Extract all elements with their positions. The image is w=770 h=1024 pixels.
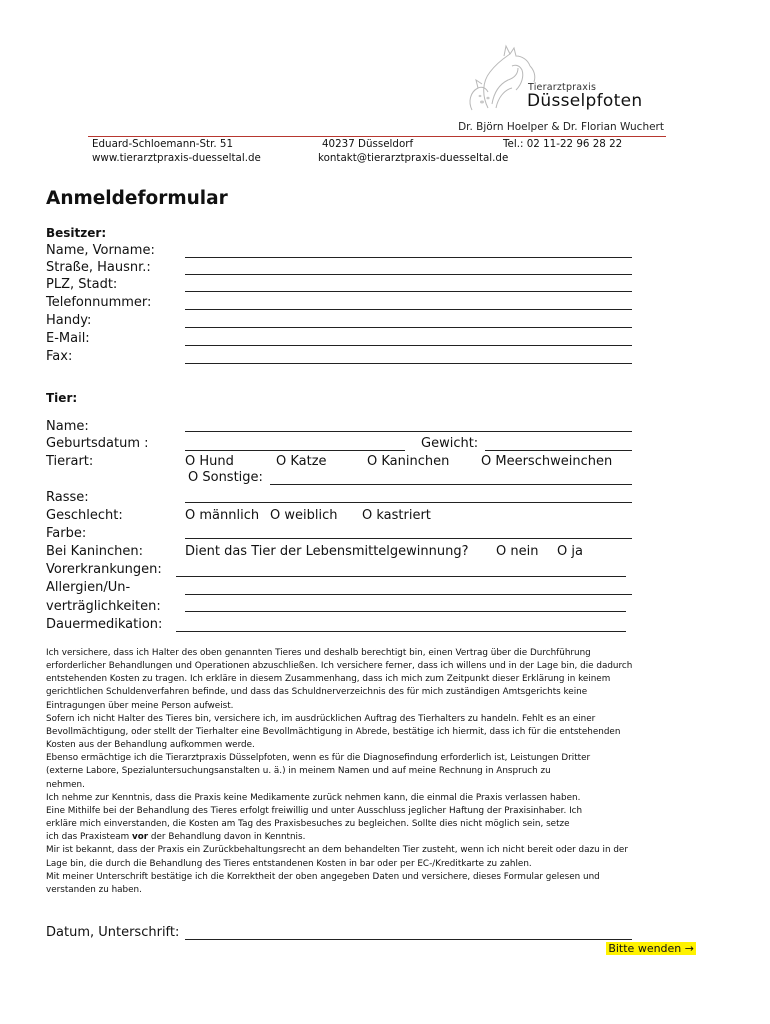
color-label: Farbe: (46, 526, 87, 541)
owner-phone-field[interactable] (185, 309, 632, 310)
legal-line: (externe Labore, Spezialuntersuchungsanstalten u. ä.) in meinem Namen und auf meine Rechnung in Anspruch zu (46, 766, 551, 777)
legal-line: Kosten aus der Behandlung aufkommen werde. (46, 740, 255, 751)
rabbit-label: Bei Kaninchen: (46, 544, 144, 559)
address-street: Eduard-Schloemann-Str. 51 (92, 138, 234, 150)
legal-line: entstehenden Kosten zu tragen. Ich erkläre in diesem Zusammenhang, dass ich mich zum Zeitpunkt dieser Erklärung in keinem (46, 674, 611, 685)
owner-fax-label: Fax: (46, 349, 73, 364)
signature-field[interactable] (185, 939, 632, 940)
owner-mobile-field[interactable] (185, 327, 632, 328)
prior-diseases-field[interactable] (176, 576, 626, 577)
address-email[interactable]: kontakt@tierarztpraxis-duesseltal.de (318, 152, 509, 164)
legal-line: gerichtlichen Schuldenverfahren befinde, und dass das Schuldnerverzeichnis des für mich zuständigen Amtsgerichts keine (46, 687, 588, 698)
birthdate-label: Geburtsdatum : (46, 436, 149, 451)
owner-email-label: E-Mail: (46, 331, 90, 346)
sex-option-male[interactable]: O männlich (185, 508, 260, 523)
legal-line: Sofern ich nicht Halter des Tieres bin, versichere ich, im ausdrücklichen Auftrag des Tierhalters zu handeln. Fehlt es an einer (46, 713, 596, 724)
legal-line: Ich versichere, dass ich Halter des oben genannten Tieres und deshalb berechtigt bin, einen Vertrag über die Durchführung (46, 648, 591, 658)
owner-mobile-label: Handy: (46, 313, 92, 328)
birthdate-field[interactable] (185, 450, 405, 451)
legal-line: Lage bin, die durch die Behandlung des Tieres entstandenen Kosten in bar oder per EC-/Kreditkarte zu zahlen. (46, 858, 532, 869)
legal-line: Bevollmächtigung, oder stellt der Tierhalter eine Bevollmächtigung in Abrede, bestätige ich hiermit, dass ich für die entstehenden (46, 726, 621, 737)
legal-line: Eintragungen über meine Person aufweist. (46, 700, 234, 711)
legal-line-end: der Behandlung davon in Kenntnis. (148, 832, 306, 843)
legal-bold-word: vor (132, 832, 149, 843)
species-option-rabbit[interactable]: O Kaninchen (367, 454, 450, 469)
species-option-cat[interactable]: O Katze (276, 454, 327, 469)
animal-heading: Tier: (46, 391, 78, 405)
owner-city-field[interactable] (185, 291, 632, 292)
owner-name-field[interactable] (185, 257, 632, 258)
sex-option-neutered[interactable]: O kastriert (362, 508, 431, 523)
weight-label: Gewicht: (421, 436, 479, 451)
legal-text (46, 647, 716, 897)
owner-phone-label: Telefonnummer: (46, 295, 152, 310)
species-label: Tierart: (46, 454, 94, 469)
intolerances-field[interactable] (185, 611, 626, 612)
sex-label: Geschlecht: (46, 508, 123, 523)
medication-field[interactable] (176, 631, 626, 632)
legal-line: Mit meiner Unterschrift bestätige ich die Korrektheit der oben angegeben Daten und versichere, dieses Formular gelesen und (46, 871, 600, 882)
animal-name-label: Name: (46, 419, 89, 434)
form-title: Anmeldeformular (46, 188, 228, 209)
logo-title: Düsselpfoten (527, 91, 643, 111)
prior-diseases-label: Vorerkrankungen: (46, 562, 162, 577)
legal-line: Eine Mithilfe bei der Behandlung des Tieres erfolgt freiwillig und unter Ausschluss jeglicher Haftung der Praxisinhaber. Ich (46, 805, 583, 816)
address-city: 40237 Düsseldorf (322, 138, 414, 150)
legal-line: erkläre mich einverstanden, die Kosten am Tag des Praxisbesuches zu begleichen. Sollte dies nicht möglich sein, setze (46, 819, 570, 830)
allergies-field[interactable] (185, 594, 632, 595)
turn-over-note: Bitte wenden → (608, 942, 694, 955)
breed-field[interactable] (185, 502, 632, 503)
legal-line: erforderlicher Behandlungen und Operationen abzuschließen. Ich versichere ferner, dass ich willens und in der Lage bin, die dadurch (46, 661, 633, 672)
rabbit-question: Dient das Tier der Lebensmittelgewinnung? (185, 544, 469, 559)
legal-line: Ebenso ermächtige ich die Tierarztpraxis Düsselpfoten, wenn es für die Diagnosefindung erforderlich ist, Leistungen Dritter (46, 753, 591, 764)
owner-city-label: PLZ, Stadt: (46, 277, 118, 292)
address-phone: Tel.: 02 11-22 96 28 22 (503, 138, 623, 150)
rabbit-option-no[interactable]: O nein (496, 544, 539, 559)
owner-street-label: Straße, Hausnr.: (46, 260, 151, 275)
species-other-field[interactable] (270, 484, 632, 485)
doctors-names: Dr. Björn Hoelper & Dr. Florian Wuchert (458, 121, 664, 133)
color-field[interactable] (185, 538, 632, 539)
address-website[interactable]: www.tierarztpraxis-duesseltal.de (92, 152, 261, 164)
weight-field[interactable] (485, 450, 632, 451)
owner-heading: Besitzer: (46, 226, 107, 240)
owner-email-field[interactable] (185, 345, 632, 346)
legal-line: nehmen. (46, 779, 85, 790)
owner-name-label: Name, Vorname: (46, 243, 155, 258)
animal-name-field[interactable] (185, 431, 632, 432)
species-option-other[interactable]: O Sonstige: (188, 470, 263, 485)
legal-line (46, 831, 716, 844)
signature-label: Datum, Unterschrift: (46, 925, 180, 940)
breed-label: Rasse: (46, 490, 89, 505)
species-option-dog[interactable]: O Hund (185, 454, 234, 469)
allergies-label-line1: Allergien/Un- (46, 580, 131, 595)
medication-label: Dauermedikation: (46, 617, 163, 632)
rabbit-option-yes[interactable]: O ja (557, 544, 583, 559)
legal-line: verstanden zu haben. (46, 884, 142, 895)
owner-fax-field[interactable] (185, 363, 632, 364)
header-divider (88, 136, 666, 137)
species-option-guinea-pig[interactable]: O Meerschweinchen (481, 454, 613, 469)
owner-street-field[interactable] (185, 274, 632, 275)
legal-line-start: ich das Praxisteam (46, 832, 133, 843)
legal-line: Mir ist bekannt, dass der Praxis ein Zurückbehaltungsrecht an dem behandelten Tier zusteht, wenn ich nicht bereit oder dazu in der (46, 845, 628, 856)
sex-option-female[interactable]: O weiblich (270, 508, 338, 523)
logo-subtitle: Tierarztpraxis (528, 82, 597, 93)
legal-line: Ich nehme zur Kenntnis, dass die Praxis keine Medikamente zurück nehmen kann, die einmal die Praxis verlassen haben. (46, 792, 581, 803)
allergies-label-line2: verträglichkeiten: (46, 599, 161, 614)
